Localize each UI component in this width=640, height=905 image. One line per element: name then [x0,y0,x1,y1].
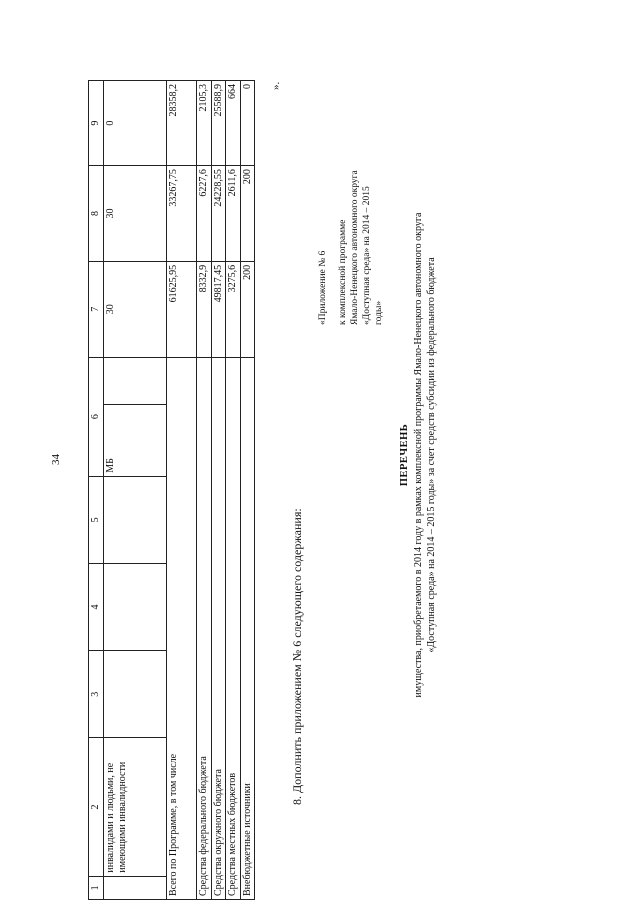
table-cell: 200 [240,166,255,262]
appendix-line: Ямало-Ненецкого автономного округа [349,170,360,325]
list-title-block [398,125,438,785]
table-cell: Средства окружного бюджета [211,357,226,899]
table-cell: МБ [104,404,166,476]
amendment-paragraph: 8. Дополнить приложением № 6 следующего содержания: [290,508,304,805]
table-row [211,81,226,900]
table-cell: 2105,3 [197,81,212,166]
table-cell: 49817,45 [211,261,226,357]
closing-quote: ». [270,81,282,90]
table-header-cell: 4 [89,563,104,650]
table-cell: инвалидами и людьми, не имеющими инвалидности [104,738,167,876]
table-cell: 30 [104,261,167,357]
table-cell: 0 [104,81,167,166]
table-cell: 8332,9 [197,261,212,357]
appendix-caption [318,170,385,325]
table-row [104,81,167,900]
page-number: 34 [50,454,62,465]
table-cell: 28358,2 [167,81,197,166]
table-cell: 200 [240,261,255,357]
table-cell [104,563,167,650]
table-cell: 24228,55 [211,166,226,262]
appendix-line: «Приложение № 6 [318,250,328,325]
table-header-cell: 1 [89,876,104,899]
table-row [240,81,255,900]
table-header-row [89,81,104,900]
list-heading: ПЕРЕЧЕНЬ [399,423,410,487]
table-row [167,81,197,900]
table-header-cell: 8 [89,166,104,262]
appendix-line: «Доступная среда» на 2014 – 2015 [361,186,372,325]
table-cell [104,876,167,899]
table-cell: 25588,9 [211,81,226,166]
table-cell: 0 [240,81,255,166]
table-cell: 2611,6 [226,166,241,262]
budget-table [88,80,255,900]
table-cell: Средства федерального бюджета [197,357,212,899]
table-cell: 664 [226,81,241,166]
list-subtitle: «Доступная среда» на 2014 – 2015 годы» за счет средств субсидии из федерального бюджета [425,257,437,653]
table-header-cell: 5 [89,476,104,563]
appendix-line: годы» [373,300,384,325]
table-cell: Всего по Программе, в том числе [167,357,197,899]
table-cell: 61625,95 [167,261,197,357]
table-header-cell: 6 [89,357,104,476]
table-cell [104,357,167,476]
table-cell [104,476,167,563]
appendix-line: к комплексной программе [337,219,348,325]
list-subtitle: имущества, приобретаемого в 2014 году в рамках комплексной программы Ямало-Ненецкого автономного округа [412,212,424,698]
table-cell: 33267,75 [167,166,197,262]
table-header-cell: 7 [89,261,104,357]
table-cell: 3275,6 [226,261,241,357]
table-cell: Внебюджетные источники [240,357,255,899]
table-cell: 30 [104,166,167,262]
table-row [197,81,212,900]
table-cell: 6227,6 [197,166,212,262]
table-header-cell: 2 [89,738,104,876]
table-cell [104,651,167,738]
table-row [226,81,241,900]
table-header-cell: 3 [89,651,104,738]
table-header-cell: 9 [89,81,104,166]
table-cell: Средства местных бюджетов [226,357,241,899]
